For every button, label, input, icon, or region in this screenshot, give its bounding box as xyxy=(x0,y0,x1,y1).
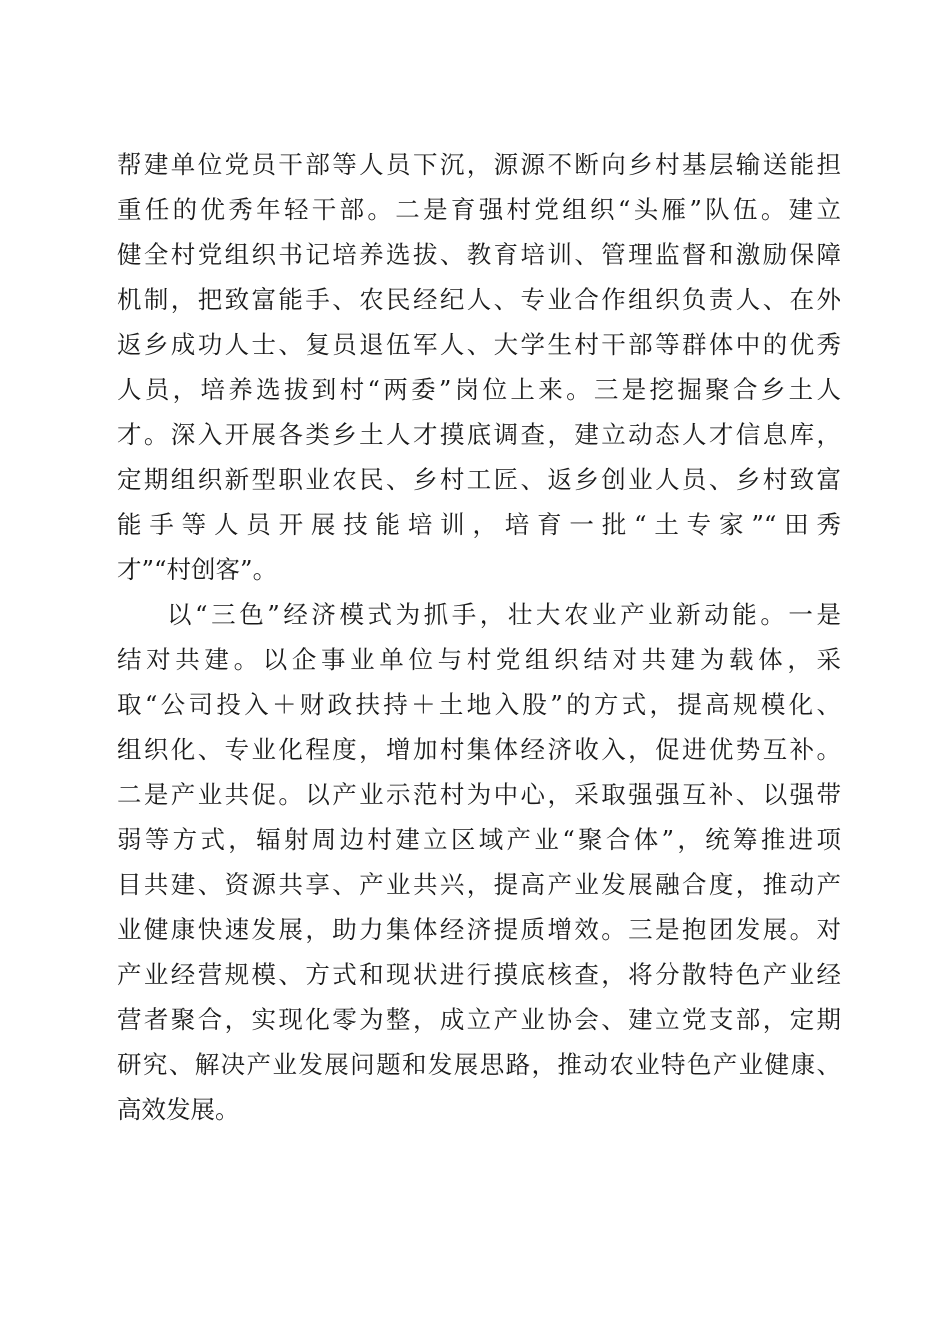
paragraph-2-line: 二是产业共促。以产业示范村为中心，采取强强互补、以强带 xyxy=(117,780,841,809)
paragraph-1-line: 能手等人员开展技能培训，培育一批“土专家”“田秀 xyxy=(117,510,841,539)
paragraph-1-line: 返乡成功人士、复员退伍军人、大学生村干部等群体中的优秀 xyxy=(117,330,841,359)
paragraph-1-line: 帮建单位党员干部等人员下沉，源源不断向乡村基层输送能担 xyxy=(117,150,841,179)
paragraph-2-line: 弱等方式，辐射周边村建立区域产业“聚合体”，统筹推进项 xyxy=(117,825,841,854)
paragraph-1-line: 才”“村创客”。 xyxy=(117,555,278,584)
paragraph-2-line: 产业经营规模、方式和现状进行摸底核查，将分散特色产业经 xyxy=(117,960,841,989)
paragraph-2-line: 高效发展。 xyxy=(117,1095,240,1124)
paragraph-2-line: 以“三色”经济模式为抓手，壮大农业产业新动能。一是 xyxy=(167,600,841,629)
paragraph-2-line: 取“公司投入＋财政扶持＋土地入股”的方式，提高规模化、 xyxy=(117,690,841,719)
paragraph-2-line: 研究、解决产业发展问题和发展思路，推动农业特色产业健康、 xyxy=(117,1050,841,1079)
paragraph-1-line: 健全村党组织书记培养选拔、教育培训、管理监督和激励保障 xyxy=(117,240,841,269)
paragraph-1-line: 人员，培养选拔到村“两委”岗位上来。三是挖掘聚合乡土人 xyxy=(117,375,841,404)
paragraph-2-line: 组织化、专业化程度，增加村集体经济收入，促进优势互补。 xyxy=(117,735,841,764)
paragraph-2-line: 结对共建。以企事业单位与村党组织结对共建为载体，采 xyxy=(117,645,841,674)
paragraph-1-line: 定期组织新型职业农民、乡村工匠、返乡创业人员、乡村致富 xyxy=(117,465,841,494)
paragraph-2-line: 业健康快速发展，助力集体经济提质增效。三是抱团发展。对 xyxy=(117,915,841,944)
paragraph-2-line: 营者聚合，实现化零为整，成立产业协会、建立党支部，定期 xyxy=(117,1005,841,1034)
paragraph-1-line: 重任的优秀年轻干部。二是育强村党组织“头雁”队伍。建立 xyxy=(117,195,841,224)
paragraph-1-line: 才。深入开展各类乡土人才摸底调查，建立动态人才信息库， xyxy=(117,420,841,449)
paragraph-1-line: 机制，把致富能手、农民经纪人、专业合作组织负责人、在外 xyxy=(117,285,841,314)
paragraph-2-line: 目共建、资源共享、产业共兴，提高产业发展融合度，推动产 xyxy=(117,870,841,899)
